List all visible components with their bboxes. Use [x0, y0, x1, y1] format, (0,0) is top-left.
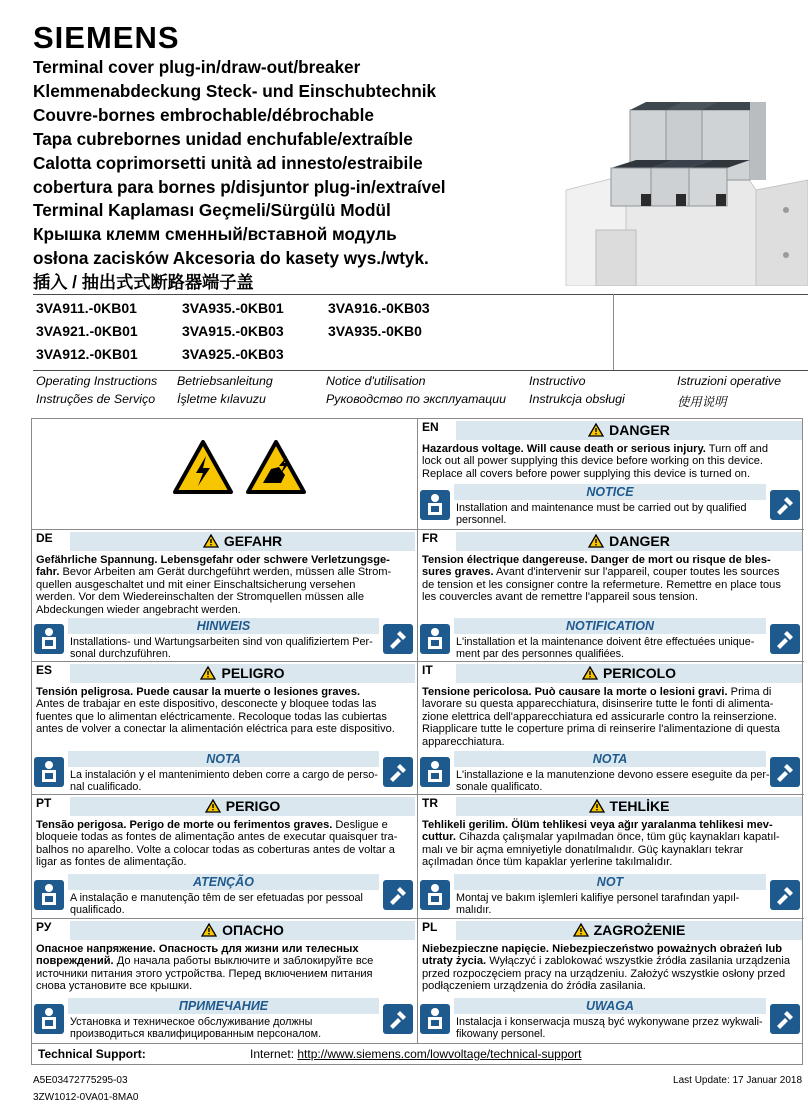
order-number: 3VA915.-0KB03: [182, 323, 284, 339]
notice-box: [418, 874, 804, 918]
notice-text: L'installazione e la manutenzione devono essere eseguite da per- sonale qualificato.: [456, 769, 770, 793]
notice-heading: NOT: [454, 874, 766, 890]
notice-heading: NOTIFICATION: [454, 618, 766, 634]
heading-text: PERICOLO: [602, 665, 677, 681]
divider: [613, 294, 614, 370]
warning-triangle-icon: [573, 923, 589, 937]
danger-heading: [70, 664, 415, 683]
notice-box: [418, 998, 804, 1042]
danger-text: Hazardous voltage. Will cause death or serious injury. Turn off and lock out all power supplying this device before working on this device. Replace all covers before power supplying this device is turned on.: [422, 443, 768, 480]
notice-heading: ПРИМЕЧАНИЕ: [68, 998, 379, 1014]
electric-shock-icon: [245, 439, 307, 495]
warning-triangle-icon: [203, 534, 219, 548]
manual-title: İşletme kılavuzu: [177, 392, 266, 406]
section-fr: [418, 530, 804, 662]
language-code: TR: [422, 796, 438, 810]
notice-text: L'installation et la maintenance doivent être effectuées unique- ment par des personnes qualifiées.: [456, 636, 755, 660]
warning-triangle-icon: [588, 534, 604, 548]
manual-title: Instructivo: [529, 374, 586, 388]
electric-hazard-icon: [172, 439, 234, 495]
warning-triangle-icon: [200, 666, 216, 680]
language-code: PL: [422, 920, 438, 934]
danger-text: Tehlikeli gerilim. Ölüm tehlikesi veya ağır yaralanma tehlikesi mev- cuttur. Cihazda çalışmalar yapılmadan önce, tüm güç kaynakları kapatıl- malı ve bir açma emniyetiyle donatılmalıdır. Güç kaynakları tekrar açılmadan önce tüm kapaklar yerlerine takılmalıdır.: [422, 819, 780, 869]
document-code: 3ZW1012-0VA01-8MA0: [33, 1092, 139, 1103]
title-line: Couvre-bornes embrochable/débrochable: [33, 104, 374, 125]
notice-heading: UWAGA: [454, 998, 766, 1014]
order-number: 3VA935.-0KB01: [182, 300, 284, 316]
manual-title: Instrukcja obsługi: [529, 392, 625, 406]
notice-box: [418, 484, 804, 528]
danger-heading: [456, 664, 802, 683]
title-line: Крышка клемм сменный/вставной модуль: [33, 224, 397, 245]
qualified-personnel-icon: [34, 624, 64, 654]
notice-box: [32, 998, 417, 1042]
qualified-personnel-icon: [420, 757, 450, 787]
siemens-logo: SIEMENS: [33, 20, 180, 55]
notice-text: Instalacja i konserwacja muszą być wykonywane przez wykwali- fikowany personel.: [456, 1016, 763, 1040]
warning-triangle-icon: [589, 799, 605, 813]
electrician-icon: [770, 757, 800, 787]
qualified-personnel-icon: [34, 1004, 64, 1034]
title-line: Terminal cover plug-in/draw-out/breaker: [33, 57, 361, 77]
title-line: osłona zacisków Akcesoria do kasety wys./wtyk.: [33, 248, 429, 269]
danger-text: Niebezpieczne napięcie. Niebezpieczeństwo poważnych obrażeń lub utraty życia. Wyłączyć i zablokować wszystkie źródła zasilania urządzenia przed rozpoczęciem pracy na urządzeniu. Założyć wszystkie osłony przed podłączeniem urządzenia do źródła zasilania.: [422, 943, 790, 993]
danger-heading: [70, 797, 415, 816]
notice-text: A instalação e manutenção têm de ser efetuadas por pessoal qualificado.: [70, 892, 363, 916]
manual-title: Instruções de Serviço: [36, 392, 156, 406]
qualified-personnel-icon: [420, 880, 450, 910]
qualified-personnel-icon: [420, 1004, 450, 1034]
notice-box: [32, 751, 417, 795]
notice-box: [32, 618, 417, 662]
danger-text: Gefährliche Spannung. Lebensgefahr oder schwere Verletzungsge- fahr. Bevor Arbeiten am Gerät durchgeführt werden, müssen alle Strom- quellen ausgeschaltet und mit einer Einschaltsicherung versehen werden. Vor dem Wiedereinschalten der Stromquellen müssen alle Abdeckungen wieder angebracht werden.: [36, 554, 392, 616]
section-it: [418, 662, 804, 795]
language-code: EN: [422, 420, 439, 434]
electrician-icon: [383, 757, 413, 787]
notice-heading: NOTICE: [454, 484, 766, 500]
heading-text: ОПАСНО: [222, 922, 284, 938]
section-de: [32, 530, 418, 662]
manual-title: Notice d'utilisation: [326, 374, 426, 388]
heading-text: DANGER: [609, 422, 670, 438]
electrician-icon: [383, 880, 413, 910]
qualified-personnel-icon: [34, 757, 64, 787]
terminal-cover-product-illustration: [556, 80, 808, 286]
danger-text: Tensione pericolosa. Può causare la morte o lesioni gravi. Prima di lavorare su questa apparecchiatura, disinserire tutte le fonti di alimenta- zione elettrica dell'apparecchiatura ed assicurarle contro la reinserzione. Riapplicare tutte le coperture prima di reinserire l'alimentazione di questa apparecchiatura.: [422, 686, 780, 748]
manual-title: Betriebsanleitung: [177, 374, 273, 388]
electrician-icon: [770, 490, 800, 520]
language-code: РУ: [36, 920, 52, 934]
document-number: A5E03472775295-03: [33, 1075, 128, 1086]
danger-heading: [456, 421, 802, 440]
section-pt: [32, 795, 418, 919]
notice-text: La instalación y el mantenimiento deben corre a cargo de perso- nal cualificado.: [70, 769, 378, 793]
danger-heading: [456, 797, 802, 816]
notice-text: Montaj ve bakım işlemleri kalifiye personel tarafından yapıl- malıdır.: [456, 892, 740, 916]
electrician-icon: [770, 1004, 800, 1034]
heading-text: PELIGRO: [221, 665, 285, 681]
danger-heading: [70, 532, 415, 551]
order-number: 3VA916.-0KB03: [328, 300, 430, 316]
language-code: PT: [36, 796, 52, 810]
order-number: 3VA925.-0KB03: [182, 346, 284, 362]
electrician-icon: [770, 880, 800, 910]
manual-title: Operating Instructions: [36, 374, 158, 388]
notice-text: Установка и техническое обслуживание должны производиться квалифицированным персоналом.: [70, 1016, 322, 1040]
electrician-icon: [383, 1004, 413, 1034]
notice-box: [418, 751, 804, 795]
warning-triangle-icon: [201, 923, 217, 937]
title-block: [33, 56, 503, 295]
manual-title: 使用说明: [677, 395, 727, 409]
warning-triangle-icon: [582, 666, 598, 680]
title-line: Calotta coprimorsetti unità ad innesto/estraibile: [33, 152, 423, 173]
safety-grid: [31, 418, 803, 1044]
support-label: Technical Support:: [38, 1047, 146, 1061]
order-number: 3VA921.-0KB01: [36, 323, 138, 339]
warning-triangle-icon: [205, 799, 221, 813]
section-tr: [418, 795, 804, 919]
danger-heading: [456, 532, 802, 551]
danger-text: Tensión peligrosa. Puede causar la muerte o lesiones graves. Antes de trabajar en este dispositivo, desconecte y bloquee todas las fuentes que lo alimentan eléctricamente. Recoloque todas las cubiertas antes de volver a conectar la alimentación eléctrica para este dispositivo.: [36, 686, 395, 736]
warning-triangle-icon: [588, 423, 604, 437]
title-line: cobertura para bornes p/disjuntor plug-in/extraível: [33, 176, 446, 197]
manual-title: Istruzioni operative: [677, 374, 781, 388]
danger-text: Опасное напряжение. Опасность для жизни или телесных повреждений. До начала работы выключите и заблокируйте все источники питания этого устройства. Перед включением питания снова установите все крышки.: [36, 943, 374, 993]
danger-text: Tension électrique dangereuse. Danger de mort ou risque de bles- sures graves. Avant d'intervenir sur l'appareil, couper toutes les sources de tension et les consigner contre la refermeture. Remettre en place tous les couvercles avant de remettre l'appareil sous tension.: [422, 554, 781, 604]
manual-title: Руководство по эксплуатации: [326, 392, 507, 406]
danger-heading: [456, 921, 802, 940]
notice-text: Installations- und Wartungsarbeiten sind von qualifiziertem Per- sonal durchzuführen.: [70, 636, 373, 660]
language-code: FR: [422, 531, 438, 545]
notice-heading: HINWEIS: [68, 618, 379, 634]
language-code: ES: [36, 663, 53, 677]
section-es: [32, 662, 418, 795]
section-en: [418, 419, 804, 530]
notice-box: [32, 874, 417, 918]
title-line: Terminal Kaplaması Geçmeli/Sürgülü Modül: [33, 200, 391, 221]
notice-text: Installation and maintenance must be carried out by qualified personnel.: [456, 502, 747, 526]
title-line: Tapa cubrebornes unidad enchufable/extraíble: [33, 128, 413, 149]
heading-text: GEFAHR: [223, 533, 283, 549]
section-ru: [32, 919, 418, 1044]
danger-text: Tensão perigosa. Perigo de morte ou ferimentos graves. Desligue e bloqueie todas as fontes de alimentação antes de executar quaisquer tra- balhos no aparelho. Volte a colocar todas as coberturas antes de voltar a ligar as fontes de alimentação.: [36, 819, 398, 869]
language-code: DE: [36, 531, 53, 545]
qualified-personnel-icon: [420, 624, 450, 654]
support-internet: Internet: http://www.siemens.com/lowvoltage/technical-support: [250, 1047, 582, 1061]
qualified-personnel-icon: [420, 490, 450, 520]
title-line: Klemmenabdeckung Steck- und Einschubtechnik: [33, 80, 437, 101]
language-code: IT: [422, 663, 433, 677]
danger-heading: [70, 921, 415, 940]
heading-text: ZAGROŻENIE: [593, 922, 686, 938]
notice-heading: ATENÇÃO: [68, 874, 379, 890]
order-number: 3VA935.-0KB0: [328, 323, 422, 339]
order-number: 3VA912.-0KB01: [36, 346, 138, 362]
heading-text: DANGER: [609, 533, 670, 549]
divider: [33, 370, 808, 371]
last-update: Last Update: 17 Januar 2018: [673, 1075, 802, 1086]
title-line: 插入 / 抽出式式断路器端子盖: [33, 272, 254, 293]
notice-heading: NOTA: [68, 751, 379, 767]
technical-support-row: [31, 1044, 803, 1065]
notice-heading: NOTA: [454, 751, 766, 767]
order-number: 3VA911.-0KB01: [36, 300, 137, 316]
heading-text: PERIGO: [225, 798, 281, 814]
warning-symbols-cell: [32, 419, 418, 530]
notice-box: [418, 618, 804, 662]
qualified-personnel-icon: [34, 880, 64, 910]
section-pl: [418, 919, 804, 1044]
support-url-link[interactable]: http://www.siemens.com/lowvoltage/technical-support: [297, 1047, 582, 1061]
electrician-icon: [770, 624, 800, 654]
electrician-icon: [383, 624, 413, 654]
divider: [33, 294, 808, 295]
heading-text: TEHLİKE: [609, 798, 670, 814]
